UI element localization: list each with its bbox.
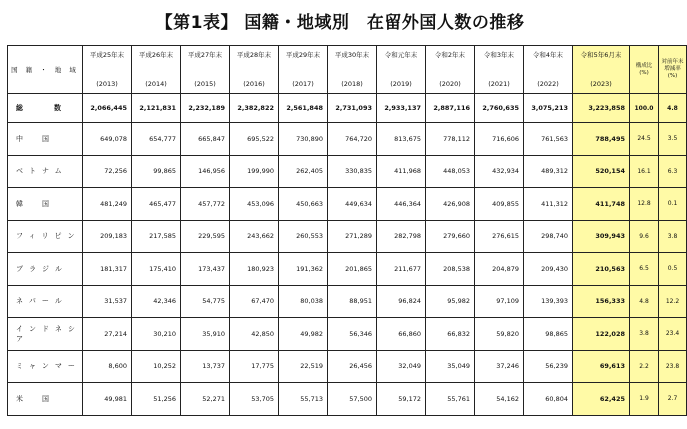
cell-change-rate: 2.7 <box>659 383 687 416</box>
cell-current-count: 3,223,858 <box>573 94 630 123</box>
cell-count: 99,865 <box>132 155 181 188</box>
total-row <box>8 94 687 123</box>
row-nationality: 中 国 <box>8 123 83 156</box>
cell-count: 67,470 <box>230 285 279 318</box>
table-row <box>8 155 687 188</box>
cell-count: 481,249 <box>83 188 132 221</box>
cell-count: 489,312 <box>524 155 573 188</box>
cell-count: 2,382,822 <box>230 94 279 123</box>
cell-count: 217,585 <box>132 220 181 253</box>
cell-count: 730,890 <box>279 123 328 156</box>
table-body <box>8 94 687 416</box>
table-row <box>8 350 687 383</box>
cell-count: 761,563 <box>524 123 573 156</box>
cell-count: 262,405 <box>279 155 328 188</box>
cell-count: 8,600 <box>83 350 132 383</box>
table-title: 【第1表】 国籍・地域別 在留外国人数の推移 <box>155 13 525 33</box>
cell-count: 260,553 <box>279 220 328 253</box>
cell-current-count: 411,748 <box>573 188 630 221</box>
cell-count: 298,740 <box>524 220 573 253</box>
cell-count: 52,271 <box>181 383 230 416</box>
cell-count: 716,606 <box>475 123 524 156</box>
cell-count: 146,956 <box>181 155 230 188</box>
header-year: 平成25年末 (2013) <box>83 46 132 94</box>
cell-count: 2,121,831 <box>132 94 181 123</box>
cell-count: 204,879 <box>475 253 524 286</box>
cell-count: 665,847 <box>181 123 230 156</box>
cell-change-rate: 6.3 <box>659 155 687 188</box>
header-year: 平成30年末 (2018) <box>328 46 377 94</box>
cell-count: 432,934 <box>475 155 524 188</box>
row-nationality: ブラジル <box>8 253 83 286</box>
cell-count: 2,933,137 <box>377 94 426 123</box>
cell-count: 56,239 <box>524 350 573 383</box>
cell-change-rate: 4.8 <box>659 94 687 123</box>
cell-current-count: 309,943 <box>573 220 630 253</box>
cell-current-count: 62,425 <box>573 383 630 416</box>
cell-current-count: 122,028 <box>573 318 630 351</box>
cell-count: 42,850 <box>230 318 279 351</box>
cell-count: 276,615 <box>475 220 524 253</box>
cell-count: 201,865 <box>328 253 377 286</box>
cell-count: 2,731,093 <box>328 94 377 123</box>
header-year-current: 令和5年6月末 (2023) <box>573 46 630 94</box>
row-nationality: 米 国 <box>8 383 83 416</box>
cell-count: 3,075,213 <box>524 94 573 123</box>
cell-share: 6.5 <box>630 253 659 286</box>
cell-change-rate: 23.4 <box>659 318 687 351</box>
cell-count: 243,662 <box>230 220 279 253</box>
header-change: 対前年末 増減率 (%) <box>659 46 687 94</box>
cell-count: 60,804 <box>524 383 573 416</box>
table-row <box>8 188 687 221</box>
cell-count: 271,289 <box>328 220 377 253</box>
cell-count: 778,112 <box>426 123 475 156</box>
cell-change-rate: 0.1 <box>659 188 687 221</box>
header-year: 平成28年末 (2016) <box>230 46 279 94</box>
cell-count: 49,982 <box>279 318 328 351</box>
row-nationality: フィリピン <box>8 220 83 253</box>
cell-count: 426,908 <box>426 188 475 221</box>
cell-count: 282,798 <box>377 220 426 253</box>
cell-count: 97,109 <box>475 285 524 318</box>
cell-count: 66,860 <box>377 318 426 351</box>
cell-count: 54,775 <box>181 285 230 318</box>
cell-count: 10,252 <box>132 350 181 383</box>
cell-count: 27,214 <box>83 318 132 351</box>
cell-count: 191,362 <box>279 253 328 286</box>
cell-count: 55,761 <box>426 383 475 416</box>
cell-share: 9.6 <box>630 220 659 253</box>
cell-count: 173,437 <box>181 253 230 286</box>
cell-count: 30,210 <box>132 318 181 351</box>
cell-change-rate: 3.8 <box>659 220 687 253</box>
cell-share: 4.8 <box>630 285 659 318</box>
cell-count: 448,053 <box>426 155 475 188</box>
cell-count: 51,256 <box>132 383 181 416</box>
cell-count: 695,522 <box>230 123 279 156</box>
cell-count: 2,760,635 <box>475 94 524 123</box>
cell-count: 95,982 <box>426 285 475 318</box>
cell-share: 24.5 <box>630 123 659 156</box>
header-year: 平成29年末 (2017) <box>279 46 328 94</box>
table-row <box>8 123 687 156</box>
table-row <box>8 253 687 286</box>
row-nationality: インドネシア <box>8 318 83 351</box>
cell-count: 229,595 <box>181 220 230 253</box>
cell-count: 22,519 <box>279 350 328 383</box>
cell-count: 654,777 <box>132 123 181 156</box>
cell-count: 409,855 <box>475 188 524 221</box>
cell-count: 54,162 <box>475 383 524 416</box>
cell-count: 56,346 <box>328 318 377 351</box>
cell-count: 80,038 <box>279 285 328 318</box>
cell-count: 450,663 <box>279 188 328 221</box>
cell-count: 465,477 <box>132 188 181 221</box>
cell-share: 1.9 <box>630 383 659 416</box>
cell-change-rate: 23.8 <box>659 350 687 383</box>
table-row <box>8 383 687 416</box>
cell-count: 279,660 <box>426 220 475 253</box>
cell-count: 35,049 <box>426 350 475 383</box>
cell-count: 59,820 <box>475 318 524 351</box>
cell-count: 37,246 <box>475 350 524 383</box>
cell-share: 12.8 <box>630 188 659 221</box>
cell-count: 446,364 <box>377 188 426 221</box>
cell-count: 211,677 <box>377 253 426 286</box>
cell-count: 42,346 <box>132 285 181 318</box>
cell-count: 180,923 <box>230 253 279 286</box>
header-share: 構成比 (%) <box>630 46 659 94</box>
cell-count: 31,537 <box>83 285 132 318</box>
cell-current-count: 520,154 <box>573 155 630 188</box>
header-row <box>8 46 687 94</box>
table-row <box>8 318 687 351</box>
row-nationality: ミャンマー <box>8 350 83 383</box>
cell-count: 88,951 <box>328 285 377 318</box>
cell-count: 2,887,116 <box>426 94 475 123</box>
header-year: 令和2年末 (2020) <box>426 46 475 94</box>
table-row <box>8 285 687 318</box>
cell-share: 3.8 <box>630 318 659 351</box>
cell-count: 2,232,189 <box>181 94 230 123</box>
cell-count: 209,430 <box>524 253 573 286</box>
cell-count: 457,772 <box>181 188 230 221</box>
cell-count: 813,675 <box>377 123 426 156</box>
cell-change-rate: 3.5 <box>659 123 687 156</box>
cell-count: 764,720 <box>328 123 377 156</box>
foreign-residents-table <box>7 45 687 416</box>
cell-count: 66,832 <box>426 318 475 351</box>
table-row <box>8 220 687 253</box>
cell-count: 53,705 <box>230 383 279 416</box>
cell-count: 139,393 <box>524 285 573 318</box>
cell-count: 330,835 <box>328 155 377 188</box>
cell-count: 72,256 <box>83 155 132 188</box>
cell-count: 453,096 <box>230 188 279 221</box>
cell-count: 209,183 <box>83 220 132 253</box>
cell-count: 175,410 <box>132 253 181 286</box>
header-year: 平成27年末 (2015) <box>181 46 230 94</box>
cell-count: 32,049 <box>377 350 426 383</box>
row-nationality: ネパール <box>8 285 83 318</box>
cell-count: 59,172 <box>377 383 426 416</box>
cell-count: 57,500 <box>328 383 377 416</box>
cell-count: 17,775 <box>230 350 279 383</box>
cell-change-rate: 12.2 <box>659 285 687 318</box>
cell-current-count: 788,495 <box>573 123 630 156</box>
cell-count: 411,312 <box>524 188 573 221</box>
header-year: 平成26年末 (2014) <box>132 46 181 94</box>
header-nationality: 国 籍 ・ 地 域 <box>8 46 83 94</box>
cell-count: 96,824 <box>377 285 426 318</box>
cell-current-count: 210,563 <box>573 253 630 286</box>
cell-count: 26,456 <box>328 350 377 383</box>
cell-count: 2,561,848 <box>279 94 328 123</box>
cell-share: 100.0 <box>630 94 659 123</box>
row-nationality: 韓 国 <box>8 188 83 221</box>
header-year: 令和4年末 (2022) <box>524 46 573 94</box>
cell-count: 35,910 <box>181 318 230 351</box>
cell-count: 98,865 <box>524 318 573 351</box>
cell-count: 13,737 <box>181 350 230 383</box>
header-year: 令和元年末 (2019) <box>377 46 426 94</box>
row-nationality: 総 数 <box>8 94 83 123</box>
header-year: 令和3年末 (2021) <box>475 46 524 94</box>
cell-count: 49,981 <box>83 383 132 416</box>
cell-count: 411,968 <box>377 155 426 188</box>
cell-current-count: 69,613 <box>573 350 630 383</box>
cell-count: 208,538 <box>426 253 475 286</box>
cell-count: 199,990 <box>230 155 279 188</box>
cell-share: 2.2 <box>630 350 659 383</box>
cell-count: 181,317 <box>83 253 132 286</box>
cell-count: 649,078 <box>83 123 132 156</box>
row-nationality: ベトナム <box>8 155 83 188</box>
cell-count: 449,634 <box>328 188 377 221</box>
cell-count: 55,713 <box>279 383 328 416</box>
cell-change-rate: 0.5 <box>659 253 687 286</box>
cell-count: 2,066,445 <box>83 94 132 123</box>
cell-share: 16.1 <box>630 155 659 188</box>
cell-current-count: 156,333 <box>573 285 630 318</box>
